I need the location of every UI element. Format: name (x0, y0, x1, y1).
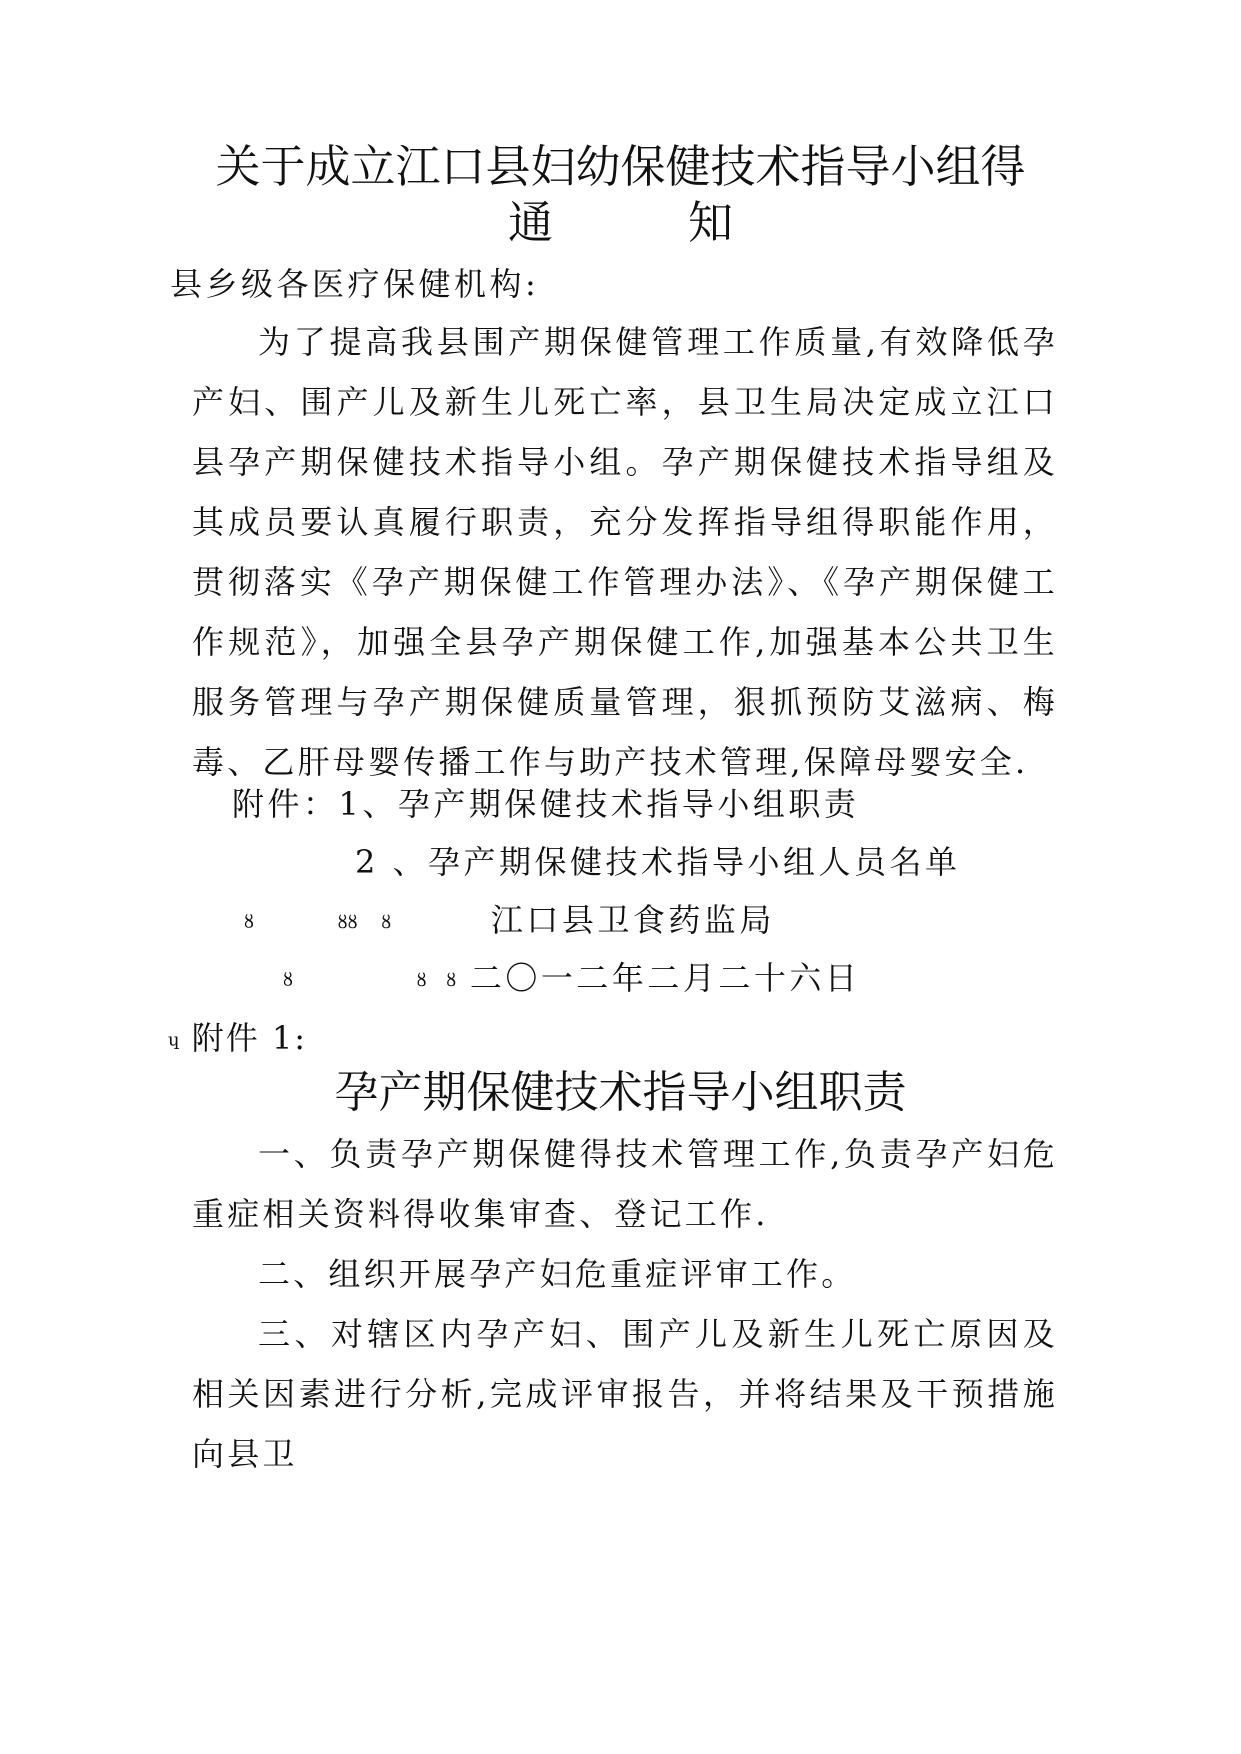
placeholder-mark: ȣ (381, 911, 392, 933)
addressee: 县乡级各医疗保健机构: (170, 265, 540, 303)
annex-label: 附件 1: (191, 1019, 308, 1057)
issuer-name: 江口县卫食药监局 (490, 901, 775, 939)
duty-item-1: 一、负责孕产期保健得技术管理工作,负责孕产妇危重症相关资料得收集审查、登记工作. (192, 1135, 1058, 1233)
placeholder-mark: ȣȣ (337, 911, 358, 933)
annex-label-line (168, 1018, 307, 1061)
attachment-list-item-1: 附件：1、孕产期保健技术指导小组职责 (232, 785, 860, 823)
issue-date: 二〇一二年二月二十六日 (469, 959, 861, 997)
placeholder-mark: ȣ (244, 911, 254, 933)
section-title: 孕产期保健技术指导小组职责 (334, 1067, 907, 1118)
placeholder-mark: ȣ (283, 969, 293, 991)
document-title-notice: 通 知 (507, 196, 733, 249)
date-line (283, 958, 860, 1001)
duty-item-2: 二、组织开展孕产妇危重症评审工作。 (258, 1255, 857, 1293)
issuer-line (244, 900, 775, 943)
duty-item-3: 三、对辖区内孕产妇、围产儿及新生儿死亡原因及相关因素进行分析,完成评审报告，并将结果及干预措施向县卫 (192, 1315, 1058, 1473)
placeholder-mark: ȣ (446, 969, 457, 991)
placeholder-mark: ȣ (416, 969, 427, 991)
annex-mark: ɥ (168, 1029, 180, 1051)
attachment-list-item-2: 2 、孕产期保健技术指导小组人员名单 (355, 843, 961, 881)
document-title: 关于成立江口县妇幼保健技术指导小组得 (215, 140, 1026, 193)
body-paragraph: 为了提高我县围产期保健管理工作质量,有效降低孕产妇、围产儿及新生儿死亡率，县卫生局决定成立江口县孕产期保健技术指导小组。孕产期保健技术指导组及其成员要认真履行职责，充分发挥指导组得职能作用，贯彻落实《孕产期保健工作管理办法》、《孕产期保健工作规范》，加强全县孕产期保健工作,加强基本公共卫生服务管理与孕产期保健质量管理，狠抓预防艾滋病、梅毒、乙肝母婴传播工作与助产技术管理,保障母婴安全. (192, 323, 1058, 781)
